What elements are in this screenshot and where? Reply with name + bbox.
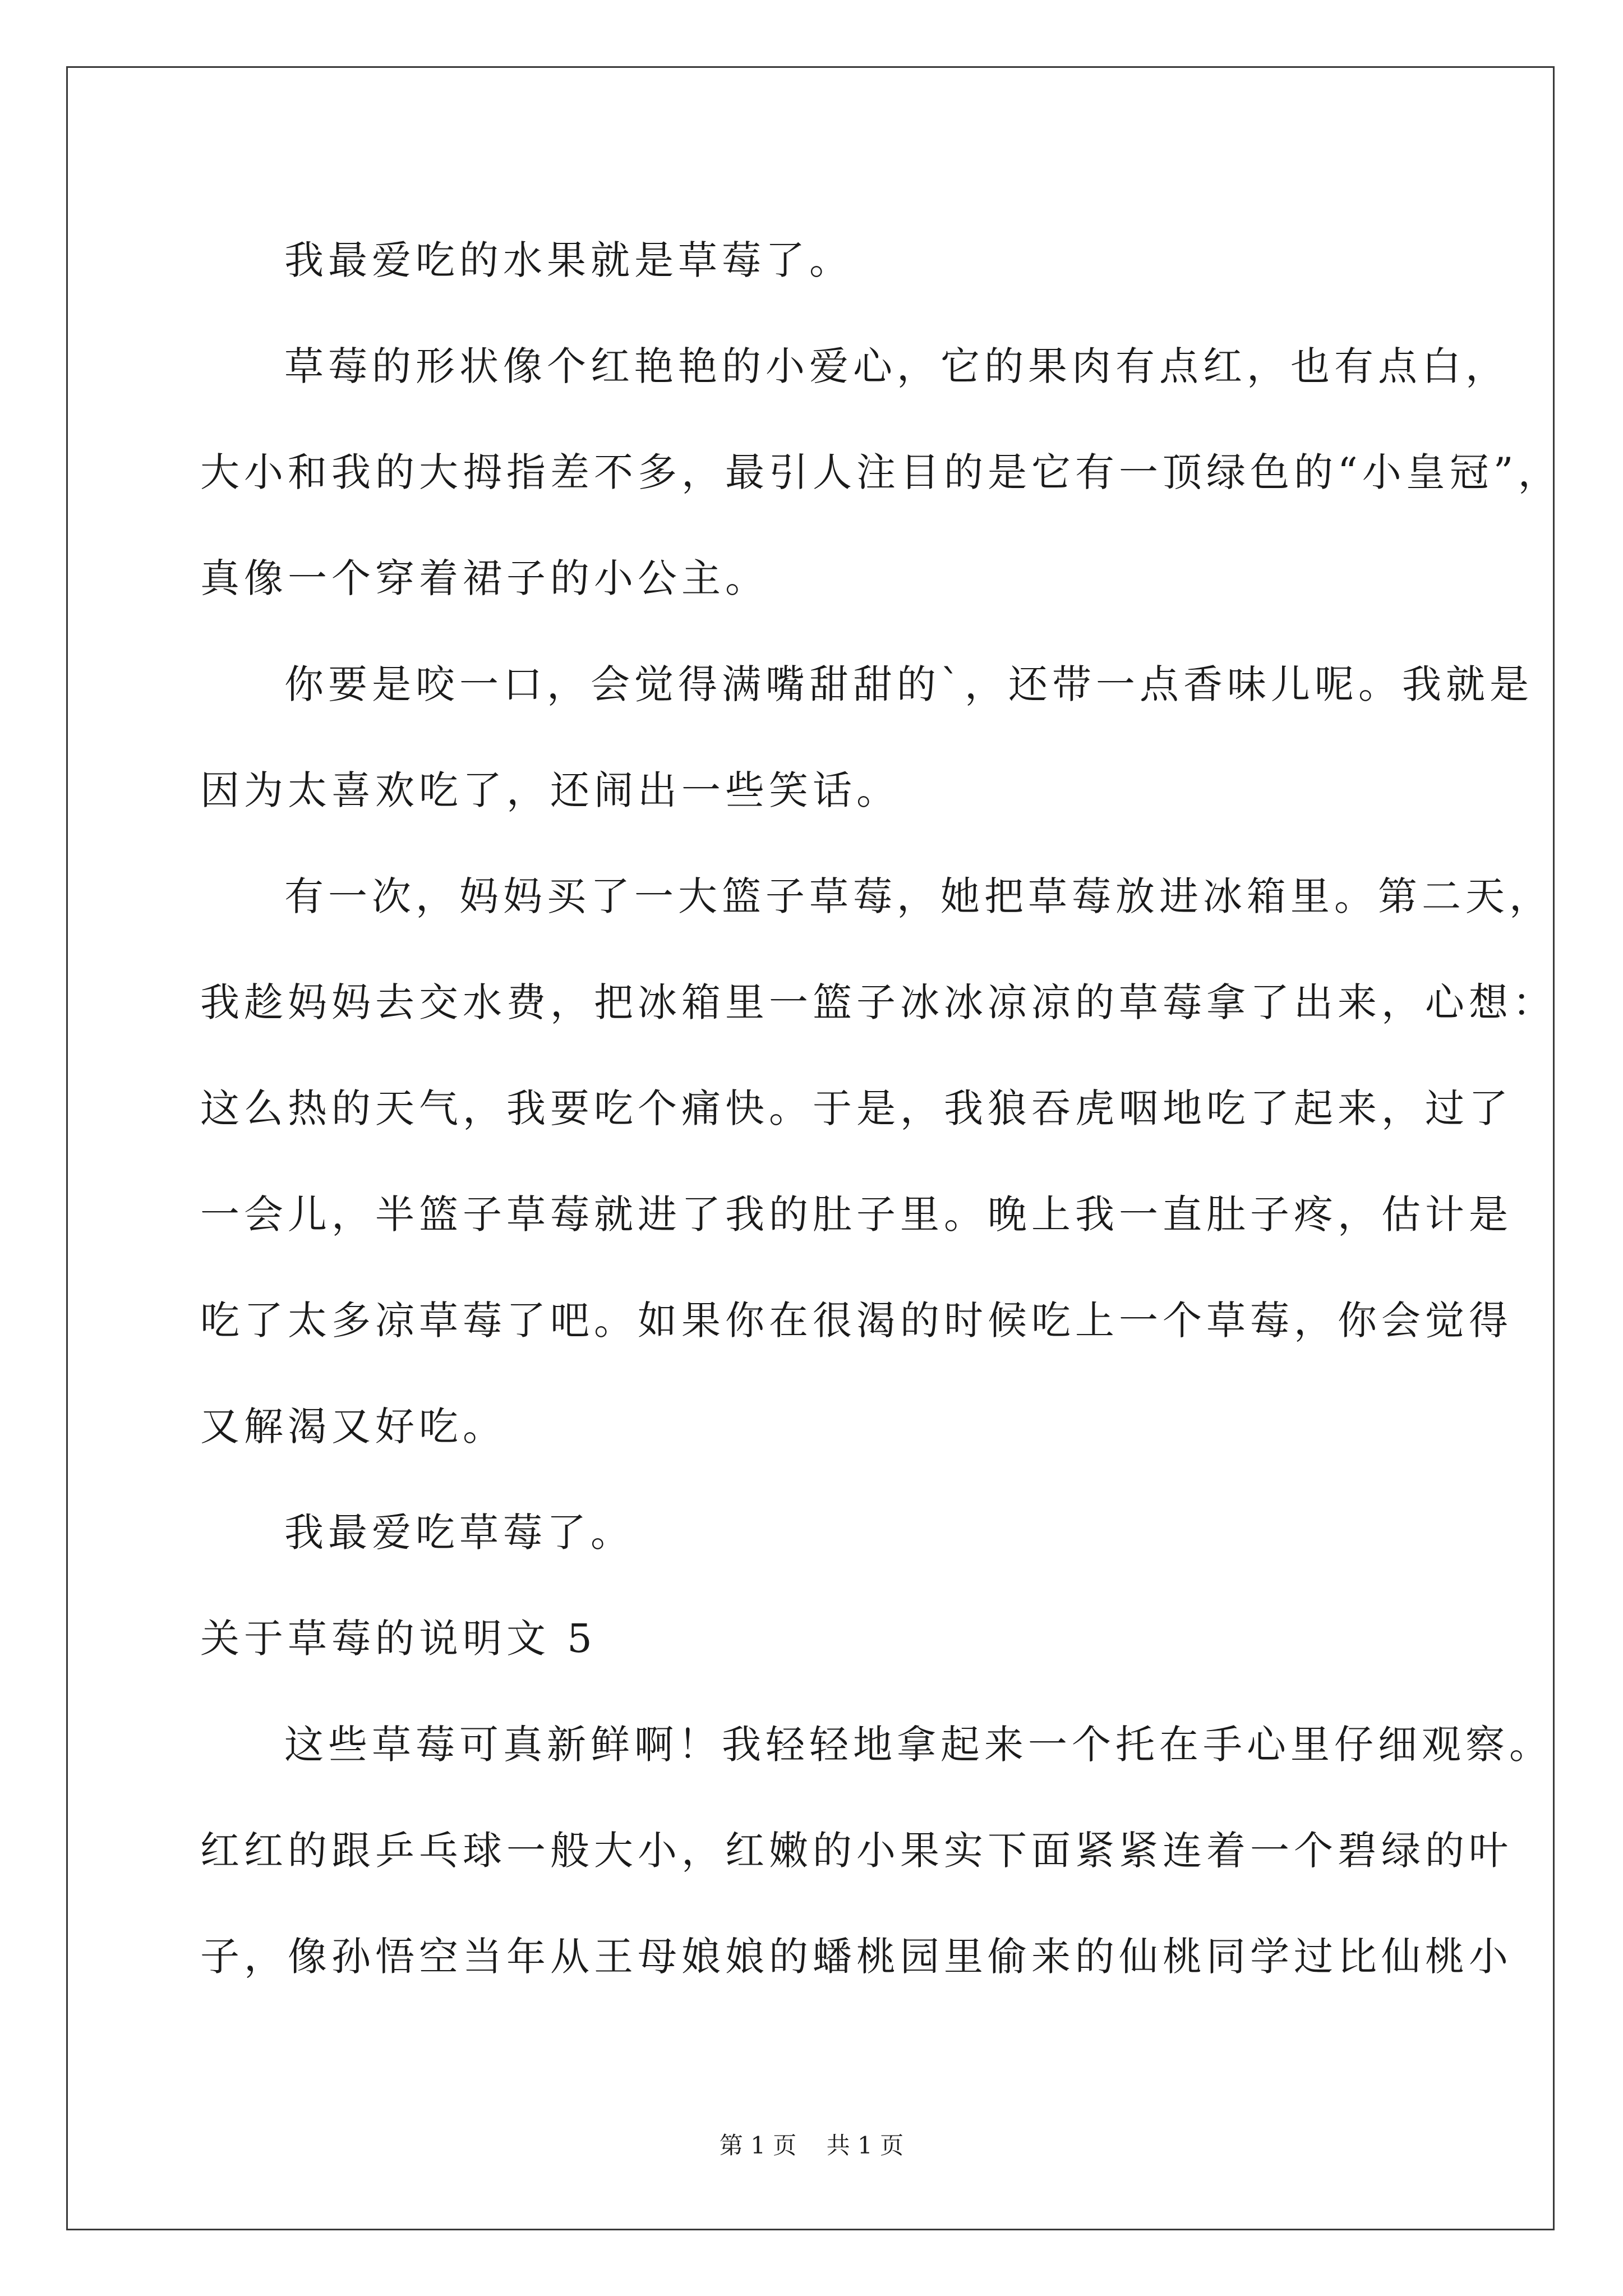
paragraph-line: 又解渴又好吃。 bbox=[200, 1404, 506, 1450]
page-footer bbox=[0, 2129, 1623, 2162]
page-number: 第 1 页 bbox=[719, 2132, 797, 2159]
paragraph-line: 有一次，妈妈买了一大篮子草莓，她把草莓放进冰箱里。第二天， bbox=[284, 873, 1553, 919]
section-heading: 关于草莓的说明文 5 bbox=[200, 1616, 597, 1662]
paragraph-line: 红红的跟乒乓球一般大小，红嫩的小果实下面紧紧连着一个碧绿的叶 bbox=[200, 1828, 1513, 1874]
paragraph-line: 这么热的天气，我要吃个痛快。于是，我狼吞虎咽地吃了起来，过了 bbox=[200, 1085, 1513, 1131]
paragraph-line: 子，像孙悟空当年从王母娘娘的蟠桃园里偷来的仙桃同学过比仙桃小 bbox=[200, 1934, 1513, 1980]
paragraph-line: 大小和我的大拇指差不多，最引人注目的是它有一顶绿色的“小皇冠”， bbox=[200, 449, 1562, 495]
paragraph-line: 你要是咬一口，会觉得满嘴甜甜的`，还带一点香味儿呢。我就是 bbox=[284, 661, 1533, 707]
paragraph-line: 吃了太多凉草莓了吧。如果你在很渴的时候吃上一个草莓，你会觉得 bbox=[200, 1297, 1513, 1343]
paragraph-line: 我最爱吃的水果就是草莓了。 bbox=[284, 237, 853, 283]
paragraph-line: 我最爱吃草莓了。 bbox=[284, 1510, 634, 1556]
paragraph-line: 一会儿，半篮子草莓就进了我的肚子里。晚上我一直肚子疼，估计是 bbox=[200, 1191, 1513, 1237]
paragraph-line: 真像一个穿着裙子的小公主。 bbox=[200, 555, 769, 601]
paragraph-line: 草莓的形状像个红艳艳的小爱心，它的果肉有点红，也有点白， bbox=[284, 343, 1509, 389]
paragraph-line: 这些草莓可真新鲜啊！我轻轻地拿起来一个托在手心里仔细观察。 bbox=[284, 1722, 1553, 1768]
paragraph-line: 我趁妈妈去交水费，把冰箱里一篮子冰冰凉凉的草莓拿了出来，心想： bbox=[200, 979, 1556, 1025]
document-body bbox=[200, 208, 1562, 2010]
paragraph-line: 因为太喜欢吃了，还闹出一些笑话。 bbox=[200, 767, 900, 813]
page-total: 共 1 页 bbox=[826, 2132, 904, 2159]
